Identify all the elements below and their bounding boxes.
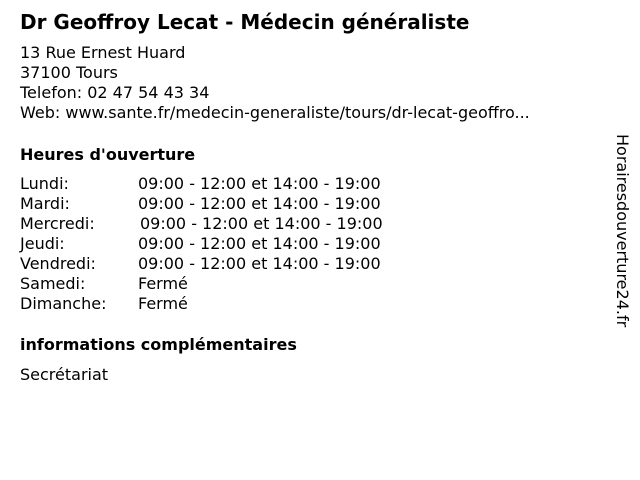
hours-value: 09:00 - 12:00 et 14:00 - 19:00 [138, 234, 381, 253]
day-label: Vendredi: [20, 254, 96, 273]
day-label: Mercredi: [20, 214, 95, 233]
day-label: Samedi: [20, 274, 86, 293]
day-label: Lundi: [20, 174, 69, 193]
additional-info-text: Secrétariat [20, 365, 109, 384]
phone-number: Telefon: 02 47 54 43 34 [20, 83, 210, 102]
website-link[interactable]: Web: www.sante.fr/medecin-generaliste/tours/dr-lecat-geoffro... [20, 103, 530, 122]
hours-value: Fermé [138, 274, 188, 293]
hours-value: 09:00 - 12:00 et 14:00 - 19:00 [138, 254, 381, 273]
day-label: Mardi: [20, 194, 70, 213]
opening-hours-heading: Heures d'ouverture [20, 145, 196, 164]
day-label: Dimanche: [20, 294, 107, 313]
address-street: 13 Rue Ernest Huard [20, 43, 186, 62]
hours-value: Fermé [138, 294, 188, 313]
hours-value: 09:00 - 12:00 et 14:00 - 19:00 [138, 174, 381, 193]
address-city: 37100 Tours [20, 63, 118, 82]
hours-value: 09:00 - 12:00 et 14:00 - 19:00 [138, 194, 381, 213]
watermark [612, 134, 632, 374]
contact-block [20, 43, 530, 123]
watermark-text: Horairesdouverture24.fr [613, 134, 632, 328]
additional-info-heading: informations complémentaires [20, 335, 297, 354]
hours-value: 09:00 - 12:00 et 14:00 - 19:00 [140, 214, 383, 233]
page-title: Dr Geoffroy Lecat - Médecin généraliste [20, 10, 470, 34]
day-label: Jeudi: [20, 234, 65, 253]
